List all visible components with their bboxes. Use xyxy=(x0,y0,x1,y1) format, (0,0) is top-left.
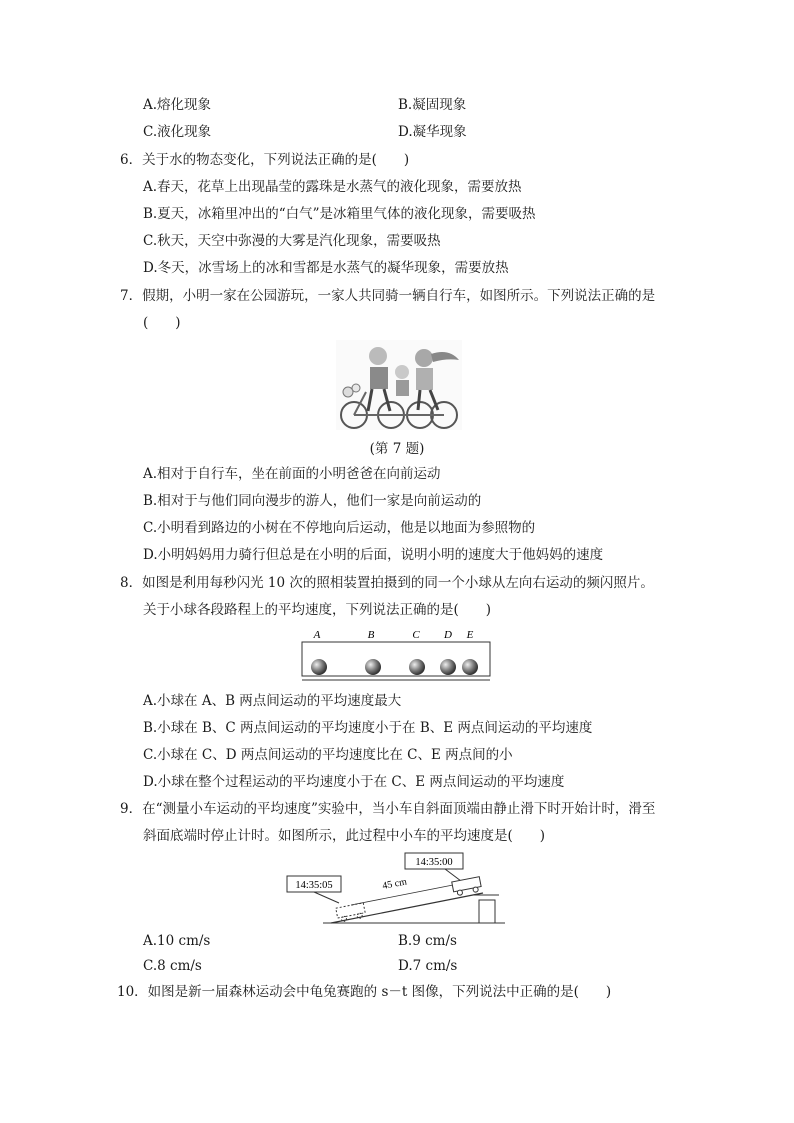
q8-stem-cont: 关于小球各段路程上的平均速度，下列说法正确的是( ) xyxy=(143,602,492,618)
q5-option-a: A.熔化现象 xyxy=(143,97,212,113)
label-e: E xyxy=(466,629,474,641)
q10-stem: 10．如图是新一届森林运动会中龟兔赛跑的 s－t 图像，下列说法中正确的是( ) xyxy=(117,984,612,1000)
q5-option-c: C.液化现象 xyxy=(143,124,212,140)
clock-top-time: 14:35:00 xyxy=(415,857,453,868)
q9-stem: 9．在“测量小车运动的平均速度”实验中，当小车自斜面顶端由静止滑下时开始计时，滑至 xyxy=(120,801,656,817)
q6-option-b: B.夏天，冰箱里冲出的“白气”是冰箱里气体的液化现象，需要吸热 xyxy=(143,206,536,222)
clock-bottom-time: 14:35:05 xyxy=(295,880,333,891)
label-a: A xyxy=(313,629,321,641)
distance-label: 45 cm xyxy=(381,876,408,892)
q7-option-b: B.相对于与他们同向漫步的游人，他们一家是向前运动的 xyxy=(143,493,482,509)
q8-option-d: D.小球在整个过程运动的平均速度小于在 C、E 两点间运动的平均速度 xyxy=(143,774,565,790)
q7-option-c: C.小明看到路边的小树在不停地向后运动，他是以地面为参照物的 xyxy=(143,520,536,536)
q5-option-d: D.凝华现象 xyxy=(398,124,467,140)
q9-option-a: A.10 cm/s xyxy=(143,933,211,949)
ball-b xyxy=(365,659,381,675)
q6-option-c: C.秋天，天空中弥漫的大雾是汽化现象，需要吸热 xyxy=(143,233,441,249)
q7-option-d: D.小明妈妈用力骑行但总是在小明的后面，说明小明的速度大于他妈妈的速度 xyxy=(143,547,604,563)
ball-d xyxy=(440,659,456,675)
q7-stem: 7．假期，小明一家在公园游玩，一家人共同骑一辆自行车，如图所示。下列说法正确的是 xyxy=(120,288,656,304)
family-bicycle-figure xyxy=(336,340,462,430)
ball-c xyxy=(409,659,425,675)
q8-option-b: B.小球在 B、C 两点间运动的平均速度小于在 B、E 两点间运动的平均速度 xyxy=(143,720,593,736)
ball-a xyxy=(311,659,327,675)
label-d: D xyxy=(444,629,452,641)
q8-stem: 8．如图是利用每秒闪光 10 次的照相装置拍摄到的同一个小球从左向右运动的频闪照片。 xyxy=(120,575,654,591)
q7-caption: (第 7 题) xyxy=(369,441,425,457)
strobe-photo-figure xyxy=(298,627,494,685)
q9-option-d: D.7 cm/s xyxy=(398,958,458,974)
q8-option-a: A.小球在 A、B 两点间运动的平均速度最大 xyxy=(143,693,402,709)
incline-cart-figure xyxy=(283,851,509,927)
q6-option-a: A.春天，花草上出现晶莹的露珠是水蒸气的液化现象，需要放热 xyxy=(143,179,522,195)
q5-option-b: B.凝固现象 xyxy=(398,97,467,113)
q9-stem-cont: 斜面底端时停止计时。如图所示，此过程中小车的平均速度是( ) xyxy=(143,828,546,844)
cart-bottom xyxy=(336,903,365,918)
q7-option-a: A.相对于自行车，坐在前面的小明爸爸在向前运动 xyxy=(143,466,441,482)
q9-option-b: B.9 cm/s xyxy=(398,933,457,949)
q9-option-c: C.8 cm/s xyxy=(143,958,202,974)
ball-e xyxy=(462,659,478,675)
q8-option-c: C.小球在 C、D 两点间运动的平均速度比在 C、E 两点间的小 xyxy=(143,747,513,763)
label-b: B xyxy=(367,629,375,641)
q6-stem: 6．关于水的物态变化，下列说法正确的是( ) xyxy=(120,152,410,168)
q6-option-d: D.冬天，冰雪场上的冰和雪都是水蒸气的凝华现象，需要放热 xyxy=(143,260,509,276)
q7-stem-cont: ( ) xyxy=(143,315,181,331)
label-c: C xyxy=(412,629,420,641)
